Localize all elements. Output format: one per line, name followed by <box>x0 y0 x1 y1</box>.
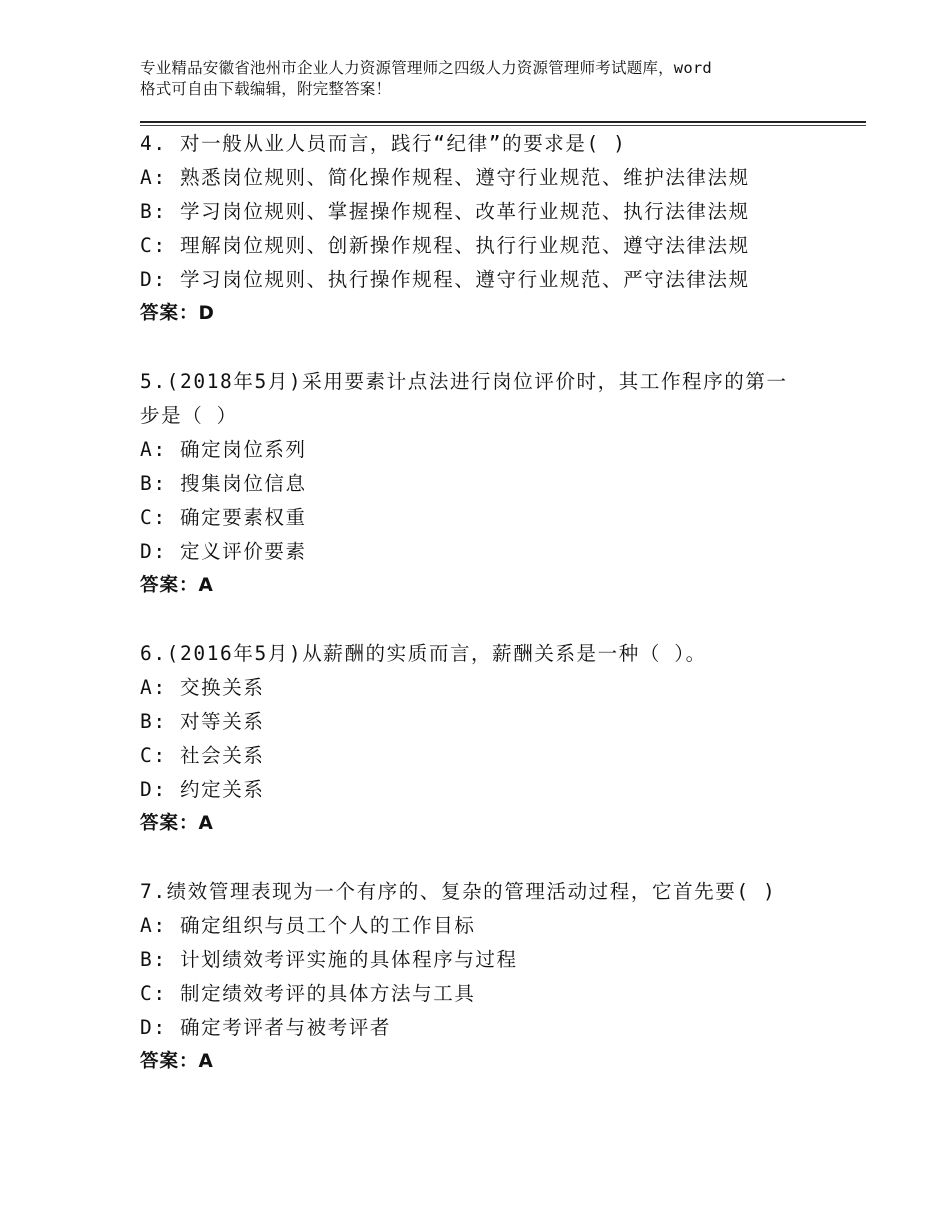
spacer <box>140 603 840 637</box>
question-stem: 5.(2018年5月)采用要素计点法进行岗位评价时，其工作程序的第一 <box>140 370 788 393</box>
option-b: B: 对等关系 <box>140 710 265 733</box>
answer: 答案：A <box>140 575 214 596</box>
question-stem: 4. 对一般从业人员而言，践行“纪律”的要求是( ) <box>140 132 627 155</box>
option-a: A: 熟悉岗位规则、简化操作规程、遵守行业规范、维护法律法规 <box>140 166 750 189</box>
answer: 答案：A <box>140 1051 214 1072</box>
header-divider-thick <box>140 121 866 123</box>
option-b: B: 计划绩效考评实施的具体程序与过程 <box>140 948 518 971</box>
spacer <box>140 841 840 875</box>
question-stem: 6.(2016年5月)从薪酬的实质而言，薪酬关系是一种（ ）。 <box>140 642 707 665</box>
option-b: B: 搜集岗位信息 <box>140 472 307 495</box>
option-a: A: 确定组织与员工个人的工作目标 <box>140 914 476 937</box>
option-a: A: 交换关系 <box>140 676 265 699</box>
header-line-2: 格式可自由下载编辑，附完整答案！ <box>140 80 392 98</box>
question-block <box>140 637 840 841</box>
spacer <box>140 331 840 365</box>
option-d: D: 确定考评者与被考评者 <box>140 1016 392 1039</box>
option-c: C: 理解岗位规则、创新操作规程、执行行业规范、遵守法律法规 <box>140 234 750 257</box>
question-block <box>140 127 840 331</box>
option-d: D: 约定关系 <box>140 778 265 801</box>
option-c: C: 确定要素权重 <box>140 506 307 529</box>
answer: 答案：D <box>140 303 215 324</box>
question-list <box>140 127 840 1079</box>
option-a: A: 确定岗位系列 <box>140 438 307 461</box>
answer: 答案：A <box>140 813 214 834</box>
question-block <box>140 875 840 1079</box>
header-divider-thin <box>140 125 866 126</box>
option-d: D: 学习岗位规则、执行操作规程、遵守行业规范、严守法律法规 <box>140 268 750 291</box>
header-line-1: 专业精品安徽省池州市企业人力资源管理师之四级人力资源管理师考试题库，word <box>140 59 712 77</box>
document-header <box>140 58 830 100</box>
question-block <box>140 365 840 603</box>
option-c: C: 制定绩效考评的具体方法与工具 <box>140 982 476 1005</box>
option-b: B: 学习岗位规则、掌握操作规程、改革行业规范、执行法律法规 <box>140 200 750 223</box>
question-stem: 7.绩效管理表现为一个有序的、复杂的管理活动过程，它首先要( ) <box>140 880 777 903</box>
option-c: C: 社会关系 <box>140 744 265 767</box>
question-stem-continued: 步是（ ） <box>140 404 238 427</box>
option-d: D: 定义评价要素 <box>140 540 307 563</box>
